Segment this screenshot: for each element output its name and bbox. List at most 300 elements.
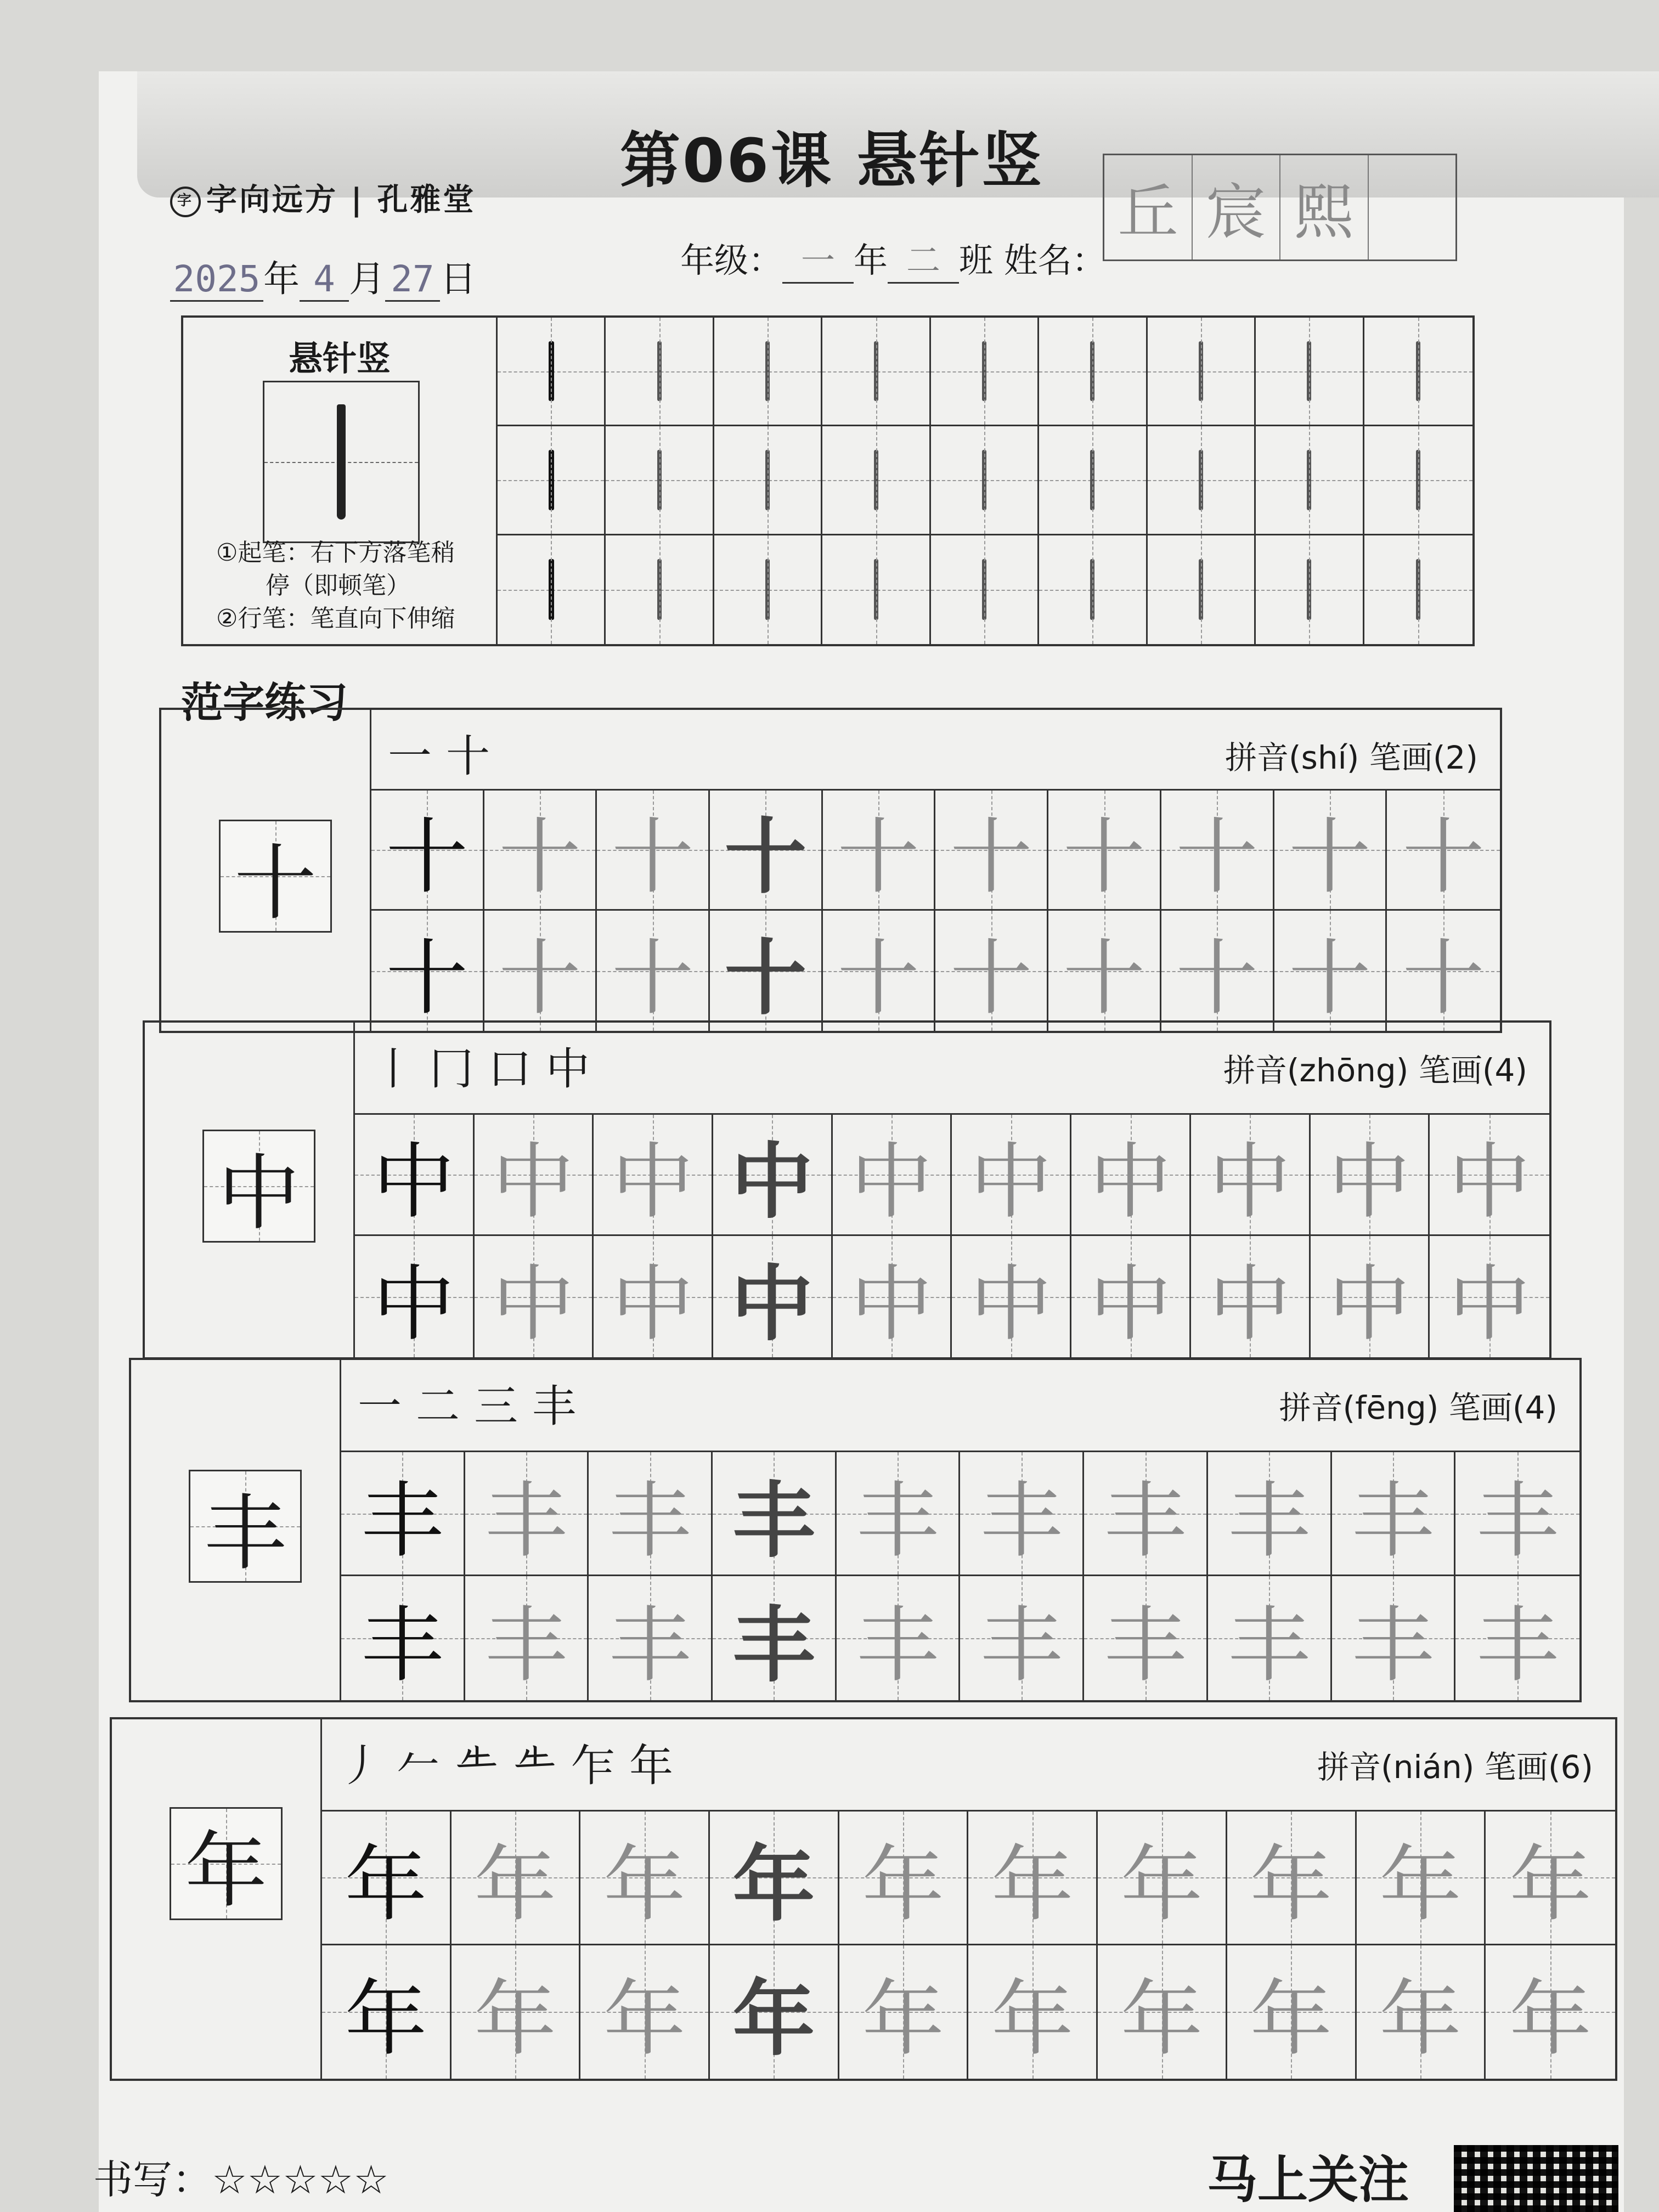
vertical-stroke-icon: [1307, 341, 1311, 401]
pinyin-label: 拼音(nián): [1317, 1748, 1475, 1786]
practice-character: 丰: [361, 1598, 444, 1694]
practice-character: 十: [950, 810, 1032, 905]
vertical-stroke-icon: [1307, 450, 1311, 510]
practice-character: 中: [1448, 1135, 1531, 1230]
vertical-stroke-icon: [765, 559, 770, 620]
practice-grid[interactable]: [355, 1115, 1549, 1357]
stroke-practice-cell[interactable]: [498, 318, 606, 426]
stroke-practice-cell[interactable]: [1039, 318, 1147, 426]
vertical-stroke-icon: [765, 450, 770, 510]
practice-cell[interactable]: [833, 1236, 952, 1357]
practice-character: 中: [373, 1256, 455, 1352]
vertical-stroke-icon: [765, 341, 770, 401]
practice-cell[interactable]: [1098, 1945, 1227, 2079]
practice-character: 中: [373, 1135, 455, 1230]
stroke-practice-cell[interactable]: [822, 318, 930, 426]
practice-cell[interactable]: [1161, 911, 1274, 1031]
stroke-note-1b: 停（即顿笔）: [266, 572, 410, 600]
practice-character: 十: [1063, 930, 1146, 1026]
stroke-order-step: 丰: [532, 1381, 590, 1432]
stroke-order-step: 一: [358, 1381, 416, 1432]
stroke-practice-cell[interactable]: [606, 318, 714, 426]
model-character-box: [202, 1130, 315, 1243]
practice-cell[interactable]: [1227, 1812, 1357, 1945]
practice-cell[interactable]: [713, 1452, 837, 1576]
practice-character: 丰: [1228, 1598, 1311, 1694]
practice-cell[interactable]: [1387, 791, 1500, 911]
stroke-order: [388, 721, 504, 784]
name-char[interactable]: 丘: [1104, 155, 1193, 259]
stroke-order-step: 年: [629, 1740, 687, 1791]
character-practice-block: [143, 1020, 1551, 1359]
vertical-stroke-icon: [657, 450, 662, 510]
practice-cell[interactable]: [1486, 1812, 1615, 1945]
practice-character: 中: [969, 1256, 1052, 1352]
stroke-order-step: 十: [446, 731, 504, 782]
page-title: 第06课 悬针竖: [620, 126, 1045, 196]
brand-mark-icon: 字: [170, 187, 201, 217]
vertical-stroke-icon: [1416, 559, 1420, 620]
vertical-stroke-icon: [657, 341, 662, 401]
practice-character: 丰: [608, 1473, 691, 1569]
practice-cell[interactable]: [1084, 1452, 1208, 1576]
stroke-practice-cell[interactable]: [606, 426, 714, 535]
practice-cell[interactable]: [597, 791, 710, 911]
practice-character: 中: [1328, 1256, 1410, 1352]
student-info: [680, 233, 1106, 284]
character-meta: [1225, 732, 1478, 778]
model-character-box: [170, 1807, 283, 1920]
practice-cell[interactable]: [475, 1236, 594, 1357]
practice-cell[interactable]: [952, 1115, 1071, 1236]
practice-character: 丰: [1476, 1473, 1559, 1569]
stroke-order-step: 乍: [571, 1740, 629, 1791]
stroke-count-label: 笔画(6): [1484, 1748, 1593, 1786]
practice-cell[interactable]: [1357, 1812, 1486, 1945]
stroke-note-1: ①起笔：右下方落笔稍: [216, 539, 455, 567]
vertical-stroke-icon: [1199, 559, 1203, 620]
stroke-practice-cell[interactable]: [1148, 318, 1256, 426]
practice-grid[interactable]: [341, 1452, 1579, 1700]
practice-character: 中: [850, 1256, 933, 1352]
practice-cell[interactable]: [465, 1452, 589, 1576]
character-practice-block: [110, 1717, 1617, 2081]
practice-cell[interactable]: [1455, 1576, 1579, 1700]
pinyin-label: 拼音(fēng): [1279, 1389, 1439, 1426]
practice-cell[interactable]: [452, 1812, 581, 1945]
model-character: 年: [184, 1824, 267, 1919]
vertical-stroke-icon: [549, 450, 554, 510]
practice-character: 十: [499, 810, 582, 905]
date-day-label: 日: [440, 258, 476, 300]
practice-cell[interactable]: [713, 1236, 833, 1357]
stroke-practice-cell[interactable]: [931, 426, 1039, 535]
practice-character: 十: [1402, 810, 1485, 905]
practice-character: 十: [611, 930, 694, 1026]
practice-cell[interactable]: [1332, 1452, 1456, 1576]
practice-character: 中: [1209, 1135, 1291, 1230]
practice-character: 丰: [361, 1473, 444, 1569]
stroke-practice-cell[interactable]: [498, 426, 606, 535]
practice-cell[interactable]: [710, 791, 823, 911]
vertical-stroke-icon: [1090, 341, 1094, 401]
stroke-practice-cell[interactable]: [714, 426, 822, 535]
practice-character: 丰: [980, 1598, 1063, 1694]
pinyin-label: 拼音(zhōng): [1223, 1052, 1409, 1089]
practice-cell[interactable]: [322, 1945, 452, 2079]
practice-character: 年: [345, 1837, 427, 1933]
practice-character: 年: [862, 1972, 945, 2068]
practice-cell[interactable]: [935, 791, 1048, 911]
model-character: 十: [234, 836, 317, 932]
practice-cell[interactable]: [475, 1115, 594, 1236]
practice-character: 中: [1448, 1256, 1531, 1352]
practice-cell[interactable]: [839, 1812, 969, 1945]
practice-cell[interactable]: [1208, 1576, 1332, 1700]
practice-character: 十: [611, 810, 694, 905]
practice-character: 年: [991, 1837, 1074, 1933]
practice-character: 中: [1328, 1135, 1410, 1230]
practice-cell[interactable]: [594, 1115, 713, 1236]
model-character-panel: [161, 710, 371, 1031]
name-char[interactable]: 宸: [1193, 155, 1281, 259]
practice-character: 丰: [1228, 1473, 1311, 1569]
vertical-stroke-icon: [337, 404, 346, 520]
practice-character: 年: [474, 1972, 557, 2068]
stroke-practice-cell[interactable]: [1256, 426, 1364, 535]
practice-cell[interactable]: [710, 1812, 839, 1945]
practice-cell[interactable]: [594, 1236, 713, 1357]
practice-cell[interactable]: [1227, 1945, 1357, 2079]
practice-cell[interactable]: [355, 1236, 475, 1357]
vertical-stroke-icon: [874, 450, 878, 510]
vertical-stroke-icon: [874, 341, 878, 401]
practice-character: 十: [1063, 810, 1146, 905]
practice-character: 十: [837, 810, 920, 905]
character-meta: [1279, 1382, 1558, 1428]
practice-cell[interactable]: [1274, 911, 1387, 1031]
practice-cell[interactable]: [952, 1236, 1071, 1357]
class-unit: 班: [959, 240, 994, 280]
stroke-order: [358, 1371, 590, 1434]
stroke-practice-cell[interactable]: [498, 535, 606, 644]
practice-character: 十: [386, 930, 469, 1026]
vertical-stroke-icon: [1090, 559, 1094, 620]
practice-cell[interactable]: [341, 1452, 465, 1576]
practice-cell[interactable]: [960, 1576, 1084, 1700]
practice-character: 年: [1250, 1837, 1333, 1933]
practice-cell[interactable]: [1486, 1945, 1615, 2079]
character-header: [355, 1023, 1549, 1115]
grade-field[interactable]: 一: [782, 233, 854, 284]
practice-character: 丰: [732, 1598, 815, 1694]
practice-character: 中: [1209, 1256, 1291, 1352]
grade-label: 年级：: [680, 240, 783, 280]
practice-cell[interactable]: [823, 791, 936, 911]
practice-cell[interactable]: [1387, 911, 1500, 1031]
stroke-order: [338, 1730, 687, 1793]
stroke-practice-cell[interactable]: [1364, 426, 1472, 535]
practice-cell[interactable]: [1048, 911, 1161, 1031]
practice-character: 十: [950, 930, 1032, 1026]
brand-name: 字向远方 | 孔雅堂: [206, 182, 476, 218]
practice-character: 年: [603, 1837, 686, 1933]
practice-character: 中: [492, 1135, 575, 1230]
practice-cell[interactable]: [580, 1945, 710, 2079]
model-character: 中: [217, 1146, 300, 1242]
practice-character: 年: [345, 1972, 427, 2068]
practice-character: 丰: [1104, 1473, 1187, 1569]
practice-character: 中: [850, 1135, 933, 1230]
date-year-label: 年: [263, 258, 300, 300]
stroke-order-step: 中: [546, 1043, 604, 1094]
practice-character: 年: [862, 1837, 945, 1933]
stroke-practice-table: [181, 315, 1475, 646]
practice-character: 十: [1176, 930, 1259, 1026]
practice-cell[interactable]: [597, 911, 710, 1031]
vertical-stroke-icon: [549, 341, 554, 401]
practice-cell[interactable]: [1071, 1115, 1191, 1236]
vertical-stroke-icon: [549, 559, 554, 620]
practice-cell[interactable]: [341, 1576, 465, 1700]
practice-cell[interactable]: [713, 1115, 833, 1236]
date-line: [170, 250, 476, 302]
model-character-box: [219, 820, 332, 933]
vertical-stroke-icon: [982, 341, 986, 401]
practice-cell[interactable]: [1332, 1576, 1456, 1700]
practice-character: 中: [611, 1135, 694, 1230]
practice-character: 年: [1509, 1972, 1592, 2068]
rating-label: 书写：: [93, 2157, 212, 2203]
character-header: [371, 710, 1500, 791]
practice-cell[interactable]: [1191, 1236, 1311, 1357]
practice-cell[interactable]: [1048, 791, 1161, 911]
section-title: 范字练习: [181, 678, 348, 727]
practice-cell[interactable]: [1098, 1812, 1227, 1945]
practice-character: 丰: [1351, 1473, 1434, 1569]
stroke-practice-cell[interactable]: [606, 535, 714, 644]
practice-character: 年: [1120, 1837, 1203, 1933]
character-meta: [1223, 1045, 1527, 1091]
name-label: 姓名：: [1003, 240, 1106, 280]
practice-character: 十: [724, 930, 807, 1026]
practice-cell[interactable]: [1084, 1576, 1208, 1700]
date-year[interactable]: 2025: [170, 258, 263, 302]
stroke-order: [371, 1034, 604, 1097]
practice-cell[interactable]: [960, 1452, 1084, 1576]
stroke-practice-cell[interactable]: [1256, 318, 1364, 426]
practice-character: 十: [837, 930, 920, 1026]
stroke-practice-cell[interactable]: [931, 535, 1039, 644]
practice-cell[interactable]: [1311, 1115, 1430, 1236]
practice-cell[interactable]: [935, 911, 1048, 1031]
practice-character: 中: [492, 1256, 575, 1352]
practice-character: 丰: [980, 1473, 1063, 1569]
stroke-grid[interactable]: [498, 318, 1472, 644]
practice-cell[interactable]: [710, 1945, 839, 2079]
grade-unit: 年: [854, 240, 888, 280]
name-char[interactable]: 熙: [1280, 155, 1369, 259]
vertical-stroke-icon: [1199, 450, 1203, 510]
practice-grid[interactable]: [371, 791, 1500, 1031]
vertical-stroke-icon: [1199, 341, 1203, 401]
stroke-practice-cell[interactable]: [931, 318, 1039, 426]
vertical-stroke-icon: [982, 559, 986, 620]
stroke-count-label: 笔画(4): [1448, 1389, 1558, 1426]
practice-character: 十: [386, 810, 469, 905]
practice-cell[interactable]: [1455, 1452, 1579, 1576]
practice-character: 十: [1288, 810, 1371, 905]
vertical-stroke-icon: [1090, 450, 1094, 510]
rating-stars[interactable]: ☆☆☆☆☆: [212, 2157, 389, 2203]
stroke-note-2: ②行笔：笔直向下伸缩: [216, 605, 455, 633]
practice-cell[interactable]: [837, 1576, 961, 1700]
rating: [93, 2148, 389, 2205]
model-character-box: [189, 1470, 302, 1583]
practice-cell[interactable]: [968, 1945, 1098, 2079]
practice-character: 丰: [485, 1598, 568, 1694]
practice-character: 丰: [1476, 1598, 1559, 1694]
stroke-diagram: [263, 381, 420, 543]
practice-cell[interactable]: [713, 1576, 837, 1700]
practice-character: 中: [611, 1256, 694, 1352]
stroke-practice-cell[interactable]: [1364, 535, 1472, 644]
practice-cell[interactable]: [833, 1115, 952, 1236]
stroke-order-step: 丨: [371, 1043, 430, 1094]
qr-code-icon[interactable]: [1454, 2145, 1618, 2212]
practice-cell[interactable]: [1357, 1945, 1486, 2079]
pinyin-label: 拼音(shí): [1225, 739, 1359, 776]
practice-character: 中: [1089, 1256, 1172, 1352]
practice-cell[interactable]: [589, 1452, 713, 1576]
name-boxes[interactable]: [1103, 154, 1457, 261]
practice-character: 年: [732, 1972, 815, 2068]
vertical-stroke-icon: [982, 450, 986, 510]
practice-cell[interactable]: [1161, 791, 1274, 911]
stroke-practice-cell[interactable]: [1039, 535, 1147, 644]
practice-character: 十: [499, 930, 582, 1026]
stroke-explanation: [183, 318, 498, 644]
stroke-order-step: 冂: [430, 1043, 488, 1094]
stroke-count-label: 笔画(4): [1418, 1052, 1527, 1089]
practice-character: 年: [991, 1972, 1074, 2068]
follow-text: 马上关注: [1207, 2151, 1409, 2209]
stroke-practice-cell[interactable]: [822, 535, 930, 644]
practice-cell[interactable]: [322, 1812, 452, 1945]
practice-character: 中: [969, 1135, 1052, 1230]
class-field[interactable]: 二: [888, 233, 959, 284]
stroke-practice-cell[interactable]: [1256, 535, 1364, 644]
model-character-panel: [145, 1023, 355, 1357]
vertical-stroke-icon: [1307, 559, 1311, 620]
practice-cell[interactable]: [371, 911, 484, 1031]
stroke-practice-cell[interactable]: [1148, 535, 1256, 644]
practice-character: 丰: [856, 1598, 939, 1694]
vertical-stroke-icon: [657, 559, 662, 620]
practice-character: 年: [1379, 1837, 1462, 1933]
vertical-stroke-icon: [1416, 450, 1420, 510]
practice-cell[interactable]: [1208, 1452, 1332, 1576]
practice-cell[interactable]: [968, 1812, 1098, 1945]
practice-cell[interactable]: [1071, 1236, 1191, 1357]
practice-character: 丰: [608, 1598, 691, 1694]
character-header: [322, 1719, 1615, 1812]
stroke-order-step: 口: [488, 1043, 546, 1094]
practice-character: 丰: [732, 1473, 815, 1569]
practice-cell[interactable]: [371, 791, 484, 911]
practice-character: 中: [1089, 1135, 1172, 1230]
stroke-practice-cell[interactable]: [714, 535, 822, 644]
practice-cell[interactable]: [1274, 791, 1387, 911]
character-practice-block: [129, 1358, 1582, 1702]
practice-cell[interactable]: [484, 791, 597, 911]
practice-cell[interactable]: [1191, 1115, 1311, 1236]
stroke-order-step: 一: [388, 731, 446, 782]
practice-character: 年: [474, 1837, 557, 1933]
practice-character: 十: [1288, 930, 1371, 1026]
stroke-order-step: 丿: [338, 1740, 397, 1791]
stroke-practice-cell[interactable]: [1039, 426, 1147, 535]
practice-character: 丰: [1104, 1598, 1187, 1694]
practice-cell[interactable]: [452, 1945, 581, 2079]
practice-cell[interactable]: [580, 1812, 710, 1945]
stroke-practice-cell[interactable]: [1148, 426, 1256, 535]
practice-character: 丰: [485, 1473, 568, 1569]
practice-cell[interactable]: [837, 1452, 961, 1576]
stroke-title: 悬针竖: [288, 338, 391, 379]
practice-character: 年: [603, 1972, 686, 2068]
practice-grid[interactable]: [322, 1812, 1615, 2079]
practice-character: 丰: [856, 1473, 939, 1569]
model-character: 丰: [204, 1486, 286, 1582]
stroke-order-step: 𠂒: [513, 1740, 571, 1791]
date-day[interactable]: 27: [385, 258, 440, 302]
brand-logo: [170, 176, 476, 219]
practice-cell[interactable]: [1430, 1236, 1549, 1357]
vertical-stroke-icon: [874, 559, 878, 620]
practice-character: 年: [1509, 1837, 1592, 1933]
character-header: [341, 1360, 1579, 1452]
practice-cell[interactable]: [1430, 1115, 1549, 1236]
practice-cell[interactable]: [589, 1576, 713, 1700]
character-practice-block: [159, 708, 1502, 1033]
practice-cell[interactable]: [465, 1576, 589, 1700]
practice-character: 年: [1250, 1972, 1333, 2068]
practice-cell[interactable]: [484, 911, 597, 1031]
name-char[interactable]: [1369, 155, 1456, 259]
practice-cell[interactable]: [839, 1945, 969, 2079]
practice-character: 中: [731, 1256, 814, 1352]
practice-character: 十: [724, 810, 807, 905]
practice-cell[interactable]: [355, 1115, 475, 1236]
stroke-practice-cell[interactable]: [822, 426, 930, 535]
stroke-order-step: 三: [474, 1381, 532, 1432]
stroke-count-label: 笔画(2): [1369, 739, 1478, 776]
practice-cell[interactable]: [823, 911, 936, 1031]
stroke-order-step: 二: [416, 1381, 474, 1432]
date-month-label: 月: [349, 258, 385, 300]
practice-character: 十: [1402, 930, 1485, 1026]
stroke-practice-cell[interactable]: [714, 318, 822, 426]
stroke-practice-cell[interactable]: [1364, 318, 1472, 426]
stroke-order-step: 𠂒: [455, 1740, 513, 1791]
practice-cell[interactable]: [1311, 1236, 1430, 1357]
vertical-stroke-icon: [1416, 341, 1420, 401]
practice-cell[interactable]: [710, 911, 823, 1031]
stroke-order-step: 𠂉: [397, 1740, 455, 1791]
practice-character: 丰: [1351, 1598, 1434, 1694]
date-month[interactable]: 4: [300, 258, 349, 302]
